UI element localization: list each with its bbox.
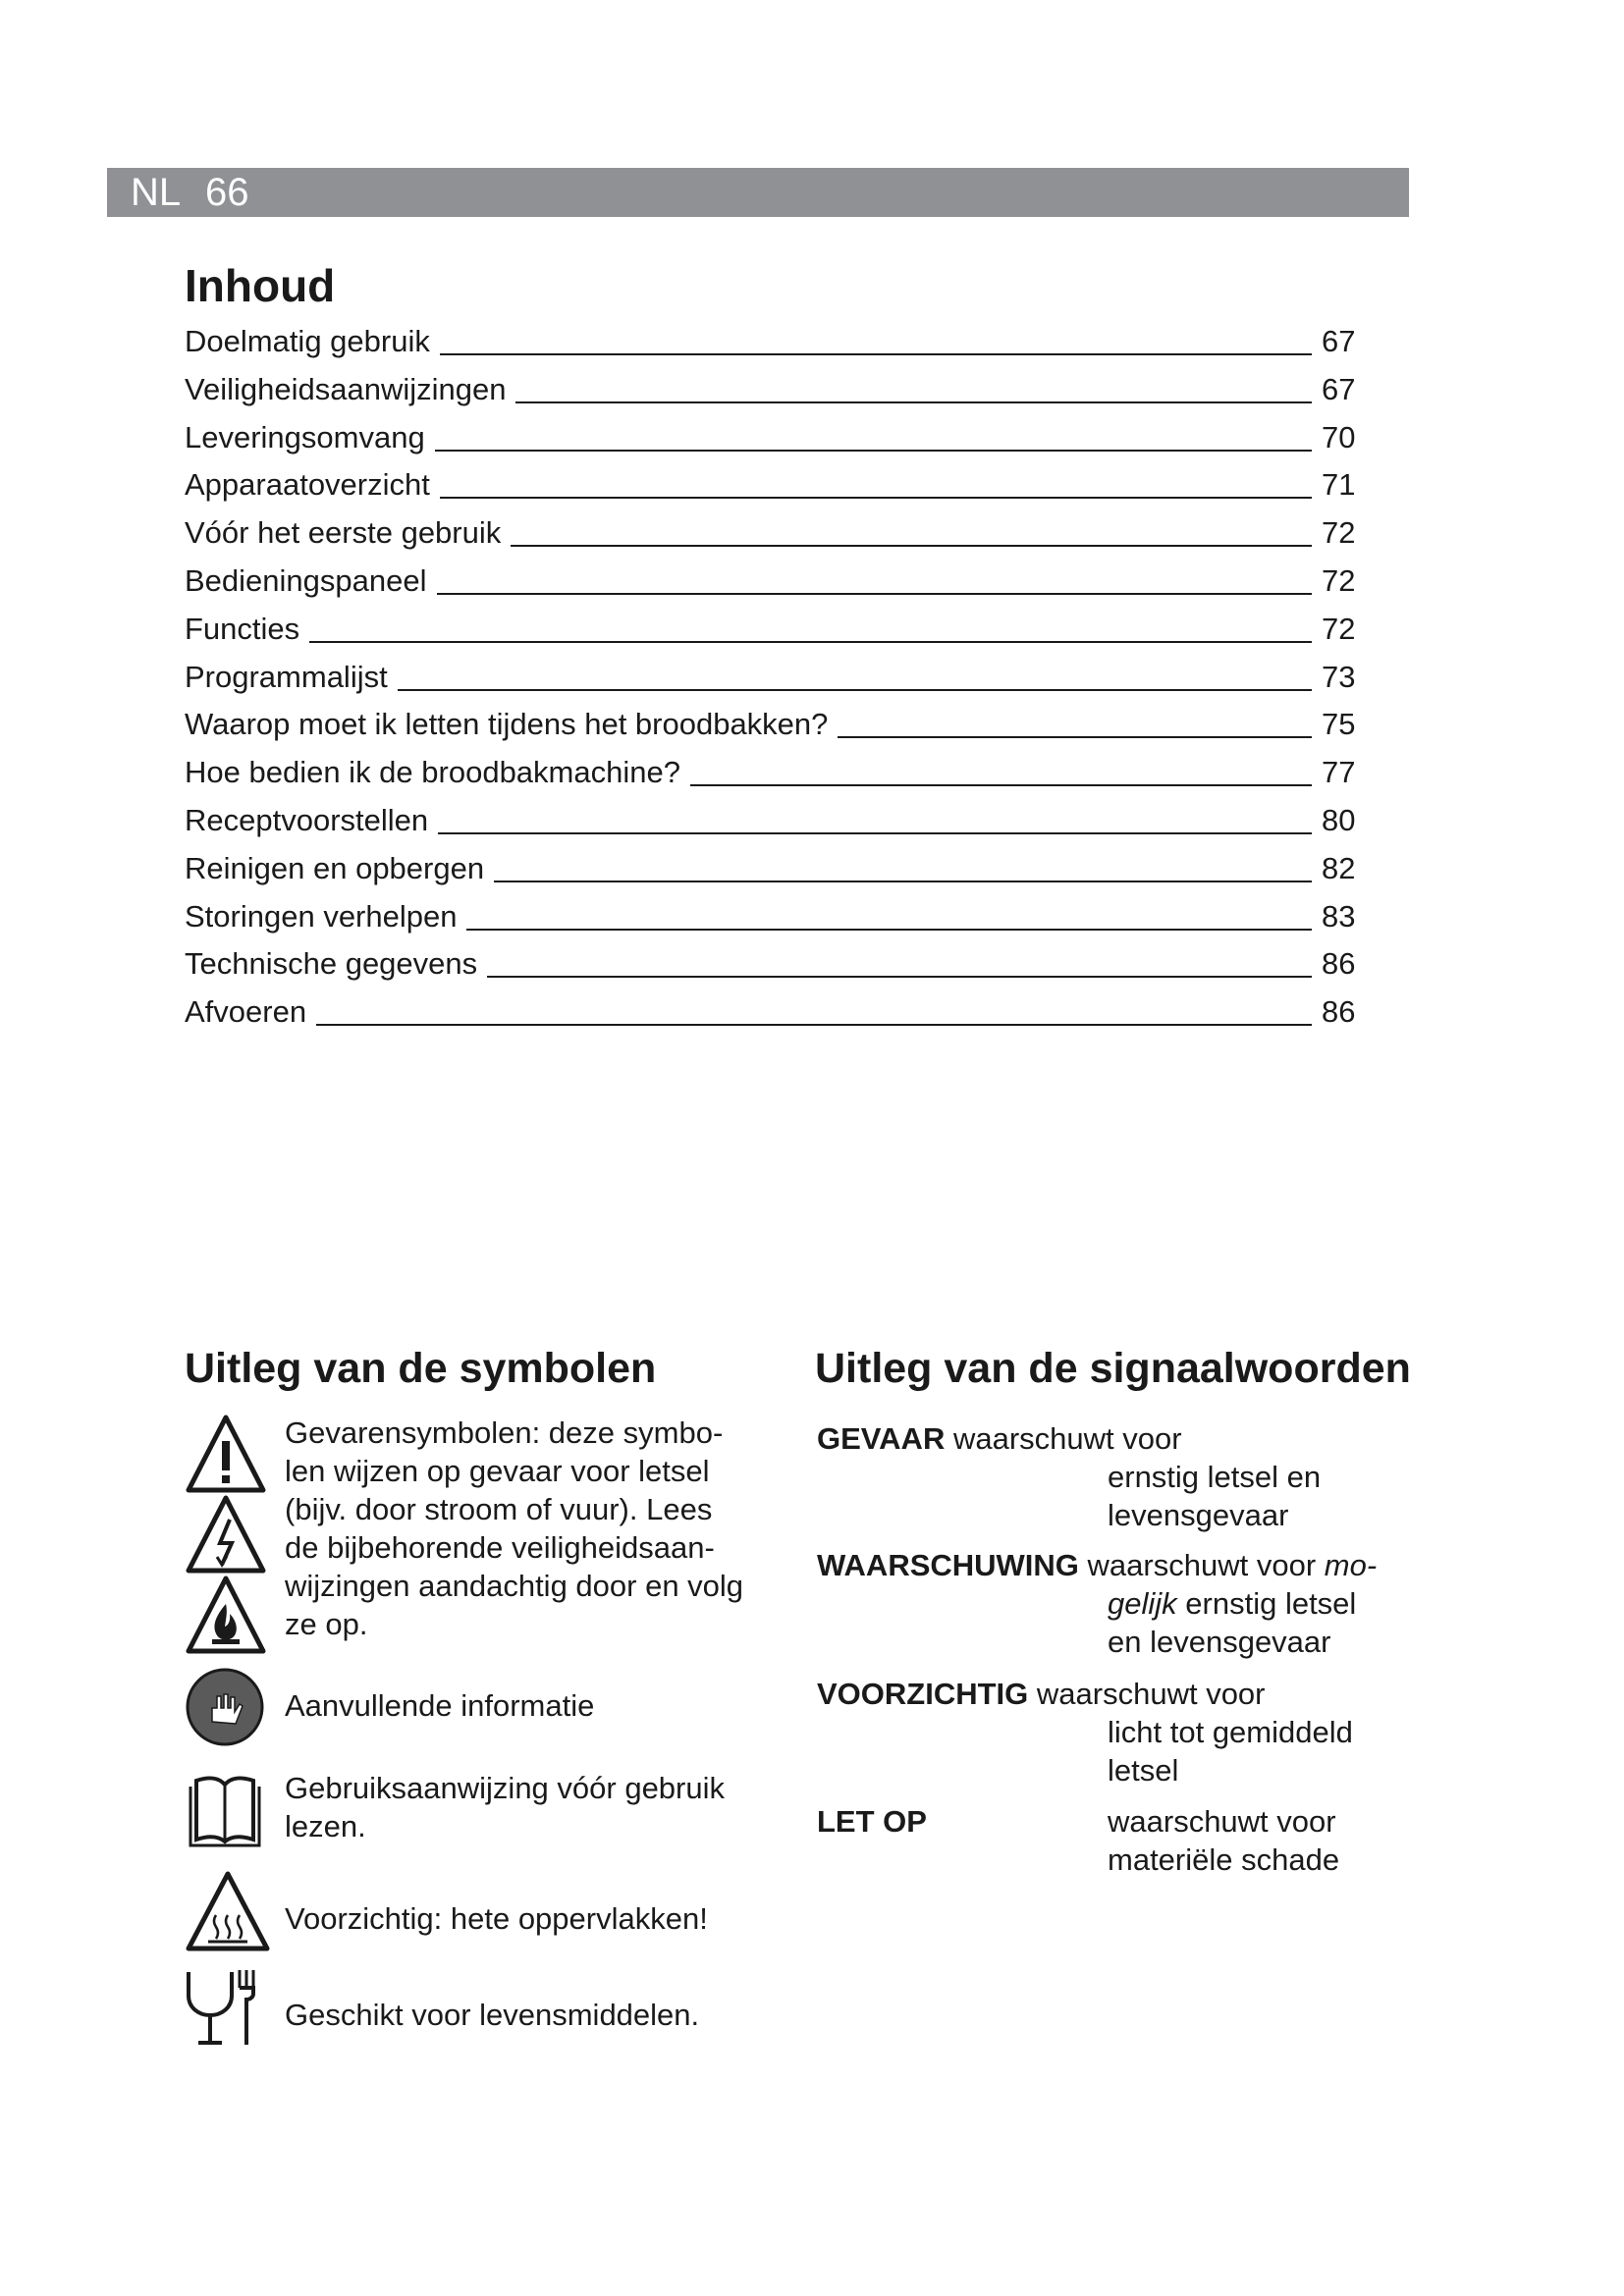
toc-entry[interactable] <box>185 467 1373 515</box>
signal-waarschuwing <box>817 1546 1445 1661</box>
toc-leader-line <box>690 784 1312 786</box>
toc-entry-label: Hoe bedien ik de broodbakmachine? <box>185 755 680 790</box>
signal-lead: waarschuwt voor <box>1036 1677 1266 1711</box>
manual-symbol-block <box>185 1767 774 1865</box>
page-number: 66 <box>205 171 249 214</box>
signal-term: VOORZICHTIG <box>817 1677 1029 1711</box>
toc-entry-label: Vóór het eerste gebruik <box>185 515 502 551</box>
toc-leader-line <box>838 736 1312 738</box>
signal-lead: waarschuwt voor <box>1087 1548 1317 1582</box>
toc-entry-page: 71 <box>1322 467 1356 503</box>
toc-entry[interactable] <box>185 660 1373 708</box>
toc-entry-label: Apparaatoverzicht <box>185 467 430 503</box>
glass-fork-icon <box>185 1966 265 2049</box>
signal-term: LET OP <box>817 1804 927 1839</box>
manual-symbol-text <box>285 1769 725 1845</box>
toc-entry-label: Receptvoorstellen <box>185 802 429 837</box>
signal-line: materiële schade <box>1108 1842 1340 1877</box>
toc-entry-page: 83 <box>1322 898 1356 934</box>
toc-leader-line <box>435 450 1312 452</box>
toc-leader-line <box>511 545 1312 547</box>
symbol-text-line: Gevarensymbolen: deze symbo- <box>285 1415 724 1450</box>
toc-title: Inhoud <box>185 260 336 311</box>
toc-entry-label: Programmalijst <box>185 659 388 694</box>
signal-gevaar <box>817 1419 1445 1534</box>
danger-symbols-block <box>185 1414 774 1659</box>
toc-leader-line <box>466 929 1312 931</box>
toc-entry[interactable] <box>185 420 1373 468</box>
signal-term: GEVAAR <box>817 1421 946 1456</box>
toc-leader-line <box>316 1024 1312 1026</box>
hot-surface-symbol-text: Voorzichtig: hete oppervlakken! <box>285 1901 708 1936</box>
food-safe-symbol-block <box>185 1966 774 2055</box>
toc-leader-line <box>438 832 1312 834</box>
symbol-text-line: ze op. <box>285 1607 368 1641</box>
table-of-contents <box>185 324 1373 1042</box>
toc-entry-page: 86 <box>1322 994 1356 1030</box>
toc-entry[interactable] <box>185 612 1373 660</box>
toc-entry-label: Functies <box>185 611 300 646</box>
toc-entry[interactable] <box>185 755 1373 803</box>
signal-line: licht tot gemiddeld <box>1108 1715 1353 1749</box>
symbol-text-line: (bijv. door stroom of vuur). Lees <box>285 1492 713 1526</box>
signal-term: WAARSCHUWING <box>817 1548 1079 1582</box>
danger-symbols-description <box>285 1414 743 1643</box>
toc-entry[interactable] <box>185 899 1373 947</box>
toc-entry[interactable] <box>185 994 1373 1042</box>
signal-words-title: Uitleg van de signaalwoorden <box>815 1345 1411 1392</box>
toc-entry-page: 82 <box>1322 850 1356 885</box>
toc-entry-page: 75 <box>1322 707 1356 742</box>
symbol-text-line: lezen. <box>285 1809 366 1843</box>
toc-entry-label: Veiligheidsaanwijzingen <box>185 371 507 406</box>
hot-surface-symbol-block <box>185 1870 774 1958</box>
toc-entry[interactable] <box>185 324 1373 372</box>
symbol-text-line: de bijbehorende veiligheidsaan- <box>285 1530 715 1565</box>
toc-entry-label: Storingen verhelpen <box>185 898 458 934</box>
toc-entry-page: 80 <box>1322 802 1356 837</box>
signal-line: levensgevaar <box>1108 1498 1289 1532</box>
toc-entry-page: 86 <box>1322 946 1356 982</box>
toc-entry[interactable] <box>185 707 1373 755</box>
toc-entry[interactable] <box>185 946 1373 994</box>
symbol-text-line: len wijzen op gevaar voor letsel <box>285 1454 710 1488</box>
toc-entry-label: Doelmatig gebruik <box>185 324 430 358</box>
food-safe-symbol-text: Geschikt voor levensmiddelen. <box>285 1998 700 2032</box>
toc-entry[interactable] <box>185 515 1373 563</box>
hand-info-icon <box>185 1667 265 1747</box>
toc-entry-page: 72 <box>1322 562 1356 598</box>
page-header-bar <box>107 168 1409 217</box>
signal-let-op <box>817 1802 1445 1877</box>
toc-leader-line <box>398 689 1312 691</box>
toc-entry[interactable] <box>185 851 1373 899</box>
toc-entry-page: 73 <box>1322 659 1356 694</box>
toc-entry-page: 67 <box>1322 371 1356 406</box>
toc-leader-line <box>437 593 1313 595</box>
toc-leader-line <box>487 976 1312 978</box>
toc-entry-label: Waarop moet ik letten tijdens het broodbakken? <box>185 707 829 742</box>
toc-entry-label: Afvoeren <box>185 994 307 1030</box>
toc-entry-label: Bedieningspaneel <box>185 562 427 598</box>
signal-lead: waarschuwt voor <box>952 1421 1182 1456</box>
toc-entry-page: 77 <box>1322 755 1356 790</box>
signal-lead-italic: mo- <box>1324 1548 1378 1582</box>
signal-line: ernstig letsel en <box>1108 1460 1322 1494</box>
toc-entry-label: Reinigen en opbergen <box>185 850 485 885</box>
toc-leader-line <box>440 497 1312 499</box>
toc-leader-line <box>440 353 1312 355</box>
language-code: NL <box>131 171 182 214</box>
signal-voorzichtig <box>817 1675 1445 1789</box>
toc-entry[interactable] <box>185 372 1373 420</box>
toc-entry-page: 70 <box>1322 419 1356 454</box>
toc-entry-label: Technische gegevens <box>185 946 478 982</box>
signal-line: ernstig letsel <box>1185 1586 1357 1621</box>
toc-entry-page: 67 <box>1322 324 1356 358</box>
signal-line: letsel <box>1108 1753 1179 1788</box>
hot-surface-icon <box>185 1870 271 1954</box>
toc-entry-page: 72 <box>1322 515 1356 551</box>
info-symbol-text: Aanvullende informatie <box>285 1688 595 1723</box>
toc-leader-line <box>494 881 1312 882</box>
info-symbol-block <box>185 1667 774 1745</box>
signal-line: en levensgevaar <box>1108 1625 1331 1659</box>
symbol-text-line: wijzingen aandachtig door en volg <box>285 1569 744 1603</box>
toc-entry[interactable] <box>185 803 1373 851</box>
symbol-text-line: Gebruiksaanwijzing vóór gebruik <box>285 1771 726 1805</box>
signal-line-italic: gelijk <box>1108 1586 1177 1621</box>
toc-leader-line <box>309 641 1312 643</box>
toc-entry-label: Leveringsomvang <box>185 419 425 454</box>
fire-hazard-icon <box>185 1575 267 1657</box>
symbols-title: Uitleg van de symbolen <box>185 1345 657 1392</box>
warning-exclamation-icon <box>185 1414 267 1496</box>
electric-shock-icon <box>185 1494 267 1576</box>
signal-line: waarschuwt voor <box>1108 1804 1336 1839</box>
toc-leader-line <box>515 401 1312 403</box>
open-book-icon <box>185 1775 265 1853</box>
toc-entry[interactable] <box>185 563 1373 612</box>
toc-entry-page: 72 <box>1322 611 1356 646</box>
